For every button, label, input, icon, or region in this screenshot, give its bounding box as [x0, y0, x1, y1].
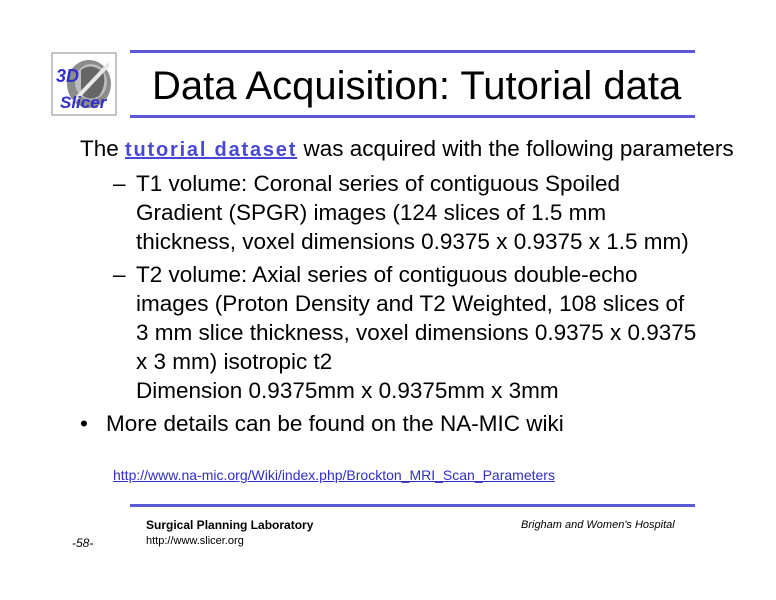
sub-item-t1 [80, 169, 740, 256]
sub-item-line: 3 mm slice thickness, voxel dimensions 0.9375 x 0.9375 [136, 320, 697, 345]
footer-lab-url: http://www.slicer.org [146, 535, 244, 547]
slicer-logo [51, 52, 117, 116]
sub-item-line: T2 volume: Axial series of contiguous double-echo [136, 262, 638, 287]
intro-suffix: was acquired with the following parameters [297, 136, 734, 161]
sub-item-line: x 3 mm) isotropic t2 [136, 349, 333, 374]
bullet-text: More details can be found on the NA-MIC wiki [106, 411, 564, 436]
bottom-rule [130, 504, 695, 507]
top-rule [130, 50, 695, 53]
slide-body [80, 134, 740, 438]
footer-hospital: Brigham and Women's Hospital [521, 519, 675, 531]
logo-text-slicer: Slicer [60, 93, 107, 112]
sub-item-line: thickness, voxel dimensions 0.9375 x 0.9375 x 1.5 mm) [136, 229, 689, 254]
title-rule [130, 115, 695, 118]
sub-item-t2 [80, 260, 740, 405]
intro-paragraph [80, 134, 740, 165]
intro-prefix: The [80, 136, 126, 161]
dash-marker: – [113, 262, 126, 287]
bullet-marker: • [80, 411, 88, 436]
sub-item-line: Gradient (SPGR) images (124 slices of 1.5 mm [136, 200, 607, 225]
bullet-more-details [80, 409, 740, 438]
dash-marker: – [113, 171, 126, 196]
slide-title: Data Acquisition: Tutorial data [152, 64, 682, 108]
logo-text-3d: 3D [56, 66, 80, 86]
sub-item-line: images (Proton Density and T2 Weighted, 108 slices of [136, 291, 685, 316]
footer-lab-name: Surgical Planning Laboratory [146, 518, 314, 532]
page-number: -58- [72, 536, 94, 550]
sub-item-line: Dimension 0.9375mm x 0.9375mm x 3mm [136, 378, 559, 403]
sub-item-line: T1 volume: Coronal series of contiguous Spoiled [136, 171, 621, 196]
tutorial-dataset-link[interactable]: tutorial dataset [125, 139, 298, 161]
wiki-url-link[interactable]: http://www.na-mic.org/Wiki/index.php/Brockton_MRI_Scan_Parameters [113, 467, 555, 483]
